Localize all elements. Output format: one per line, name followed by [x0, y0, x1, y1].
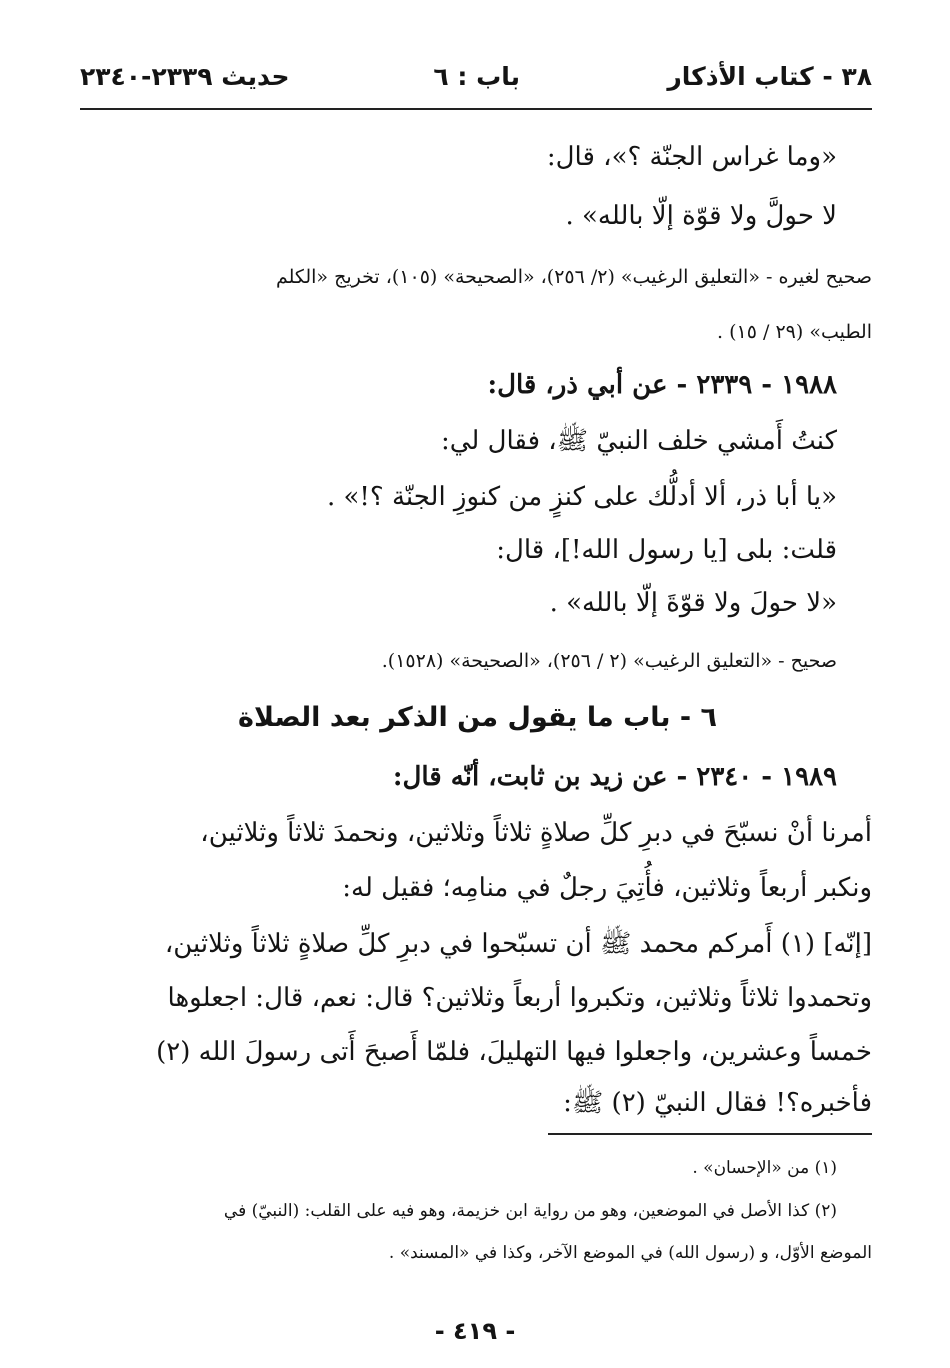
hadith-range: حديث ٢٣٣٩-٢٣٤٠	[80, 62, 290, 91]
footnote-text: (٢) كذا الأصل في الموضعين، وهو من رواية ابن خزيمة، وهو فيه على القلب: (النبيّ) في	[223, 1201, 837, 1221]
book-title: ٣٨ - كتاب الأذكار	[667, 62, 872, 91]
grading-note: صحيح لغيره - «التعليق الرغيب» (٢/ ٢٥٦)، «الصحيحة» (١٠٥)، تخريج «الكلم	[275, 266, 872, 288]
text-line: فأخبره؟! فقال النبيّ (٢) ﷺ:	[563, 1088, 872, 1118]
text-line: لا حولَّ ولا قوّة إلّا بالله» .	[565, 201, 837, 231]
page-number: - ٤١٩ -	[434, 1317, 516, 1345]
text-line: [إنّه] (١) أَمركم محمد ﷺ أن تسبّحوا في دبرِ كلِّ صلاةٍ ثلاثاً وثلاثين،	[164, 929, 872, 959]
chapter-heading: ٦ - باب ما يقول من الذكر بعد الصلاة	[238, 702, 717, 733]
hadith-number: ١٩٨٨ - ٢٣٣٩ - عن أبي ذر، قال:	[487, 370, 837, 400]
text-line: وتحمدوا ثلاثاً وثلاثين، وتكبروا أربعاً وثلاثين؟ قال: نعم، قال: اجعلوها	[167, 983, 872, 1013]
chapter-number: باب : ٦	[433, 62, 520, 91]
text-line: أمرنا أنْ نسبّحَ في دبرِ كلِّ صلاةٍ ثلاثاً وثلاثين، ونحمدَ ثلاثاً وثلاثين،	[200, 818, 872, 848]
text-line: «وما غراس الجنّة ؟»، قال:	[546, 142, 837, 172]
main-text	[80, 0, 872, 1140]
text-line: خمساً وعشرين، واجعلوا فيها التهليلَ، فلمّا أَصبحَ أَتى رسولَ الله (٢)	[156, 1037, 872, 1067]
footnote-1	[80, 1147, 872, 1189]
footnote-divider	[548, 1133, 872, 1135]
text-line: ونكبر أربعاً وثلاثين، فأُتِيَ رجلٌ في منامِه؛ فقيل له:	[342, 873, 872, 903]
footnote-text: (١) من «الإحسان» .	[692, 1158, 837, 1178]
text-line: كنتُ أَمشي خلف النبيّ ﷺ، فقال لي:	[440, 426, 837, 456]
text-line: «لا حولَ ولا قوّةَ إلّا بالله» .	[549, 588, 837, 618]
hadith-number: ١٩٨٩ - ٢٣٤٠ - عن زيد بن ثابت، أنّه قال:	[392, 762, 837, 792]
footnote-2	[80, 1190, 872, 1274]
text-line: «يا أبا ذر، ألا أدلُّك على كنزٍ من كنوزِ الجنّة ؟!» .	[327, 482, 837, 512]
grading-note: الطيب» (٢٩ / ١٥) .	[717, 321, 872, 343]
text-line: قلت: بلى [يا رسول الله!]، قال:	[496, 535, 837, 565]
grading-note: صحيح - «التعليق الرغيب» (٢ / ٢٥٦)، «الصحيحة» (١٥٢٨).	[381, 650, 837, 672]
footnote-text: الموضع الأوّل، و (رسول الله) في الموضع الآخر، وكذا في «المسند» .	[388, 1243, 872, 1263]
